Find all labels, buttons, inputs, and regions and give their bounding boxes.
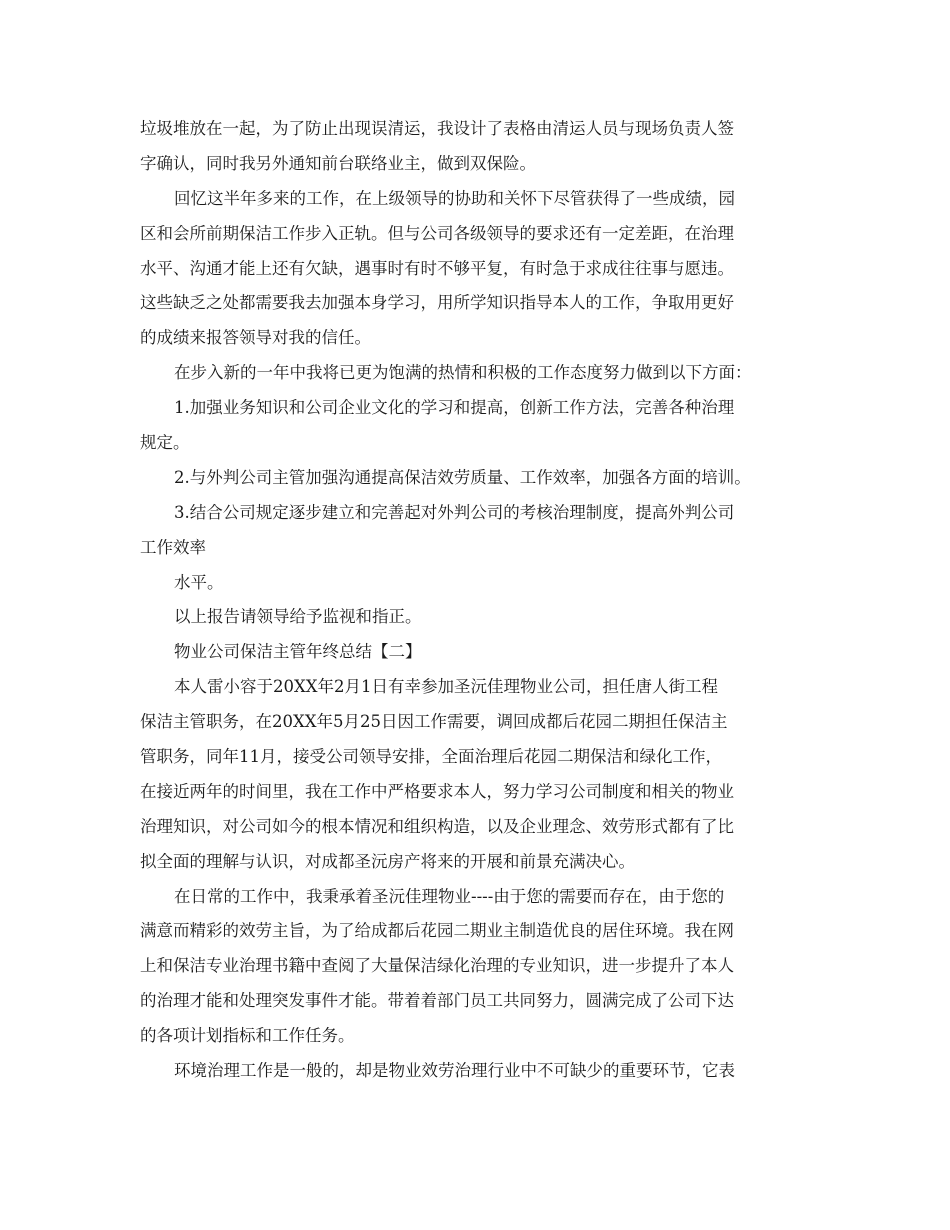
text-line: 在接近两年的时间里，我在工作中严格要求本人，努力学习公司制度和相关的物业 [140, 781, 734, 801]
text-line: 的各项计划指标和工作任务。 [140, 1026, 355, 1046]
text-line: 本人雷小容于20XX年2月1日有幸参加圣沅佳理物业公司，担任唐人街工程 [174, 677, 718, 697]
text-line: 在日常的工作中，我秉承着圣沅佳理物业----由于您的需要而存在，由于您的 [174, 886, 725, 906]
text-line: 1.加强业务知识和公司企业文化的学习和提高，创新工作方法，完善各种治理 [174, 398, 735, 418]
text-line: 满意而精彩的效劳主旨，为了给成都后花园二期业主制造优良的居住环境。我在网 [140, 921, 734, 941]
text-line: 垃圾堆放在一起，为了防止出现误清运，我设计了表格由清运人员与现场负责人签 [140, 119, 734, 138]
text-line: 水平、沟通才能上还有欠缺，遇事时有时不够平复，有时急于求成往往事与愿违。 [140, 258, 734, 278]
text-line: 保洁主管职务，在20XX年5月25日因工作需要，调回成都后花园二期担任保洁主 [140, 712, 728, 732]
text-line: 环境治理工作是一般的，却是物业效劳治理行业中不可缺少的重要环节，它表 [174, 1061, 735, 1081]
text-line: 字确认，同时我另外通知前台联络业主，做到双保险。 [140, 153, 536, 173]
text-line: 区和会所前期保洁工作步入正轨。但与公司各级领导的要求还有一定差距，在治理 [140, 223, 734, 243]
text-line: 上和保洁专业治理书籍中查阅了大量保洁绿化治理的专业知识，进一步提升了本人 [140, 956, 734, 976]
document-body [140, 112, 830, 1089]
text-line: 2.与外判公司主管加强沟通提高保洁效劳质量、工作效率，加强各方面的培训。 [174, 467, 751, 487]
text-line: 工作效率 [140, 537, 206, 557]
text-line: 治理知识，对公司如今的根本情况和组织构造，以及企业理念、效劳形式都有了比 [140, 816, 734, 836]
text-line: 规定。 [140, 433, 190, 453]
text-line: 以上报告请领导给予监视和指正。 [174, 607, 422, 627]
text-line: 管职务，同年11月，接受公司领导安排，全面治理后花园二期保洁和绿化工作， [140, 747, 722, 767]
text-line: 回忆这半年多来的工作，在上级领导的协助和关怀下尽管获得了一些成绩，园 [174, 188, 735, 208]
text-line: 的治理才能和处理突发事件才能。带着着部门员工共同努力，圆满完成了公司下达 [140, 991, 734, 1011]
text-line: 在步入新的一年中我将已更为饱满的热情和积极的工作态度努力做到以下方面： [174, 363, 752, 383]
text-line: 物业公司保洁主管年终总结【二】 [174, 642, 422, 662]
text-line: 3.结合公司规定逐步建立和完善起对外判公司的考核治理制度，提高外判公司 [174, 502, 735, 522]
text-line: 这些缺乏之处都需要我去加强本身学习，用所学知识指导本人的工作，争取用更好 [140, 293, 734, 313]
text-line: 水平。 [174, 572, 224, 592]
text-line: 的成绩来报答领导对我的信任。 [140, 328, 371, 348]
text-line: 拟全面的理解与认识，对成都圣沅房产将来的开展和前景充满决心。 [140, 851, 635, 871]
